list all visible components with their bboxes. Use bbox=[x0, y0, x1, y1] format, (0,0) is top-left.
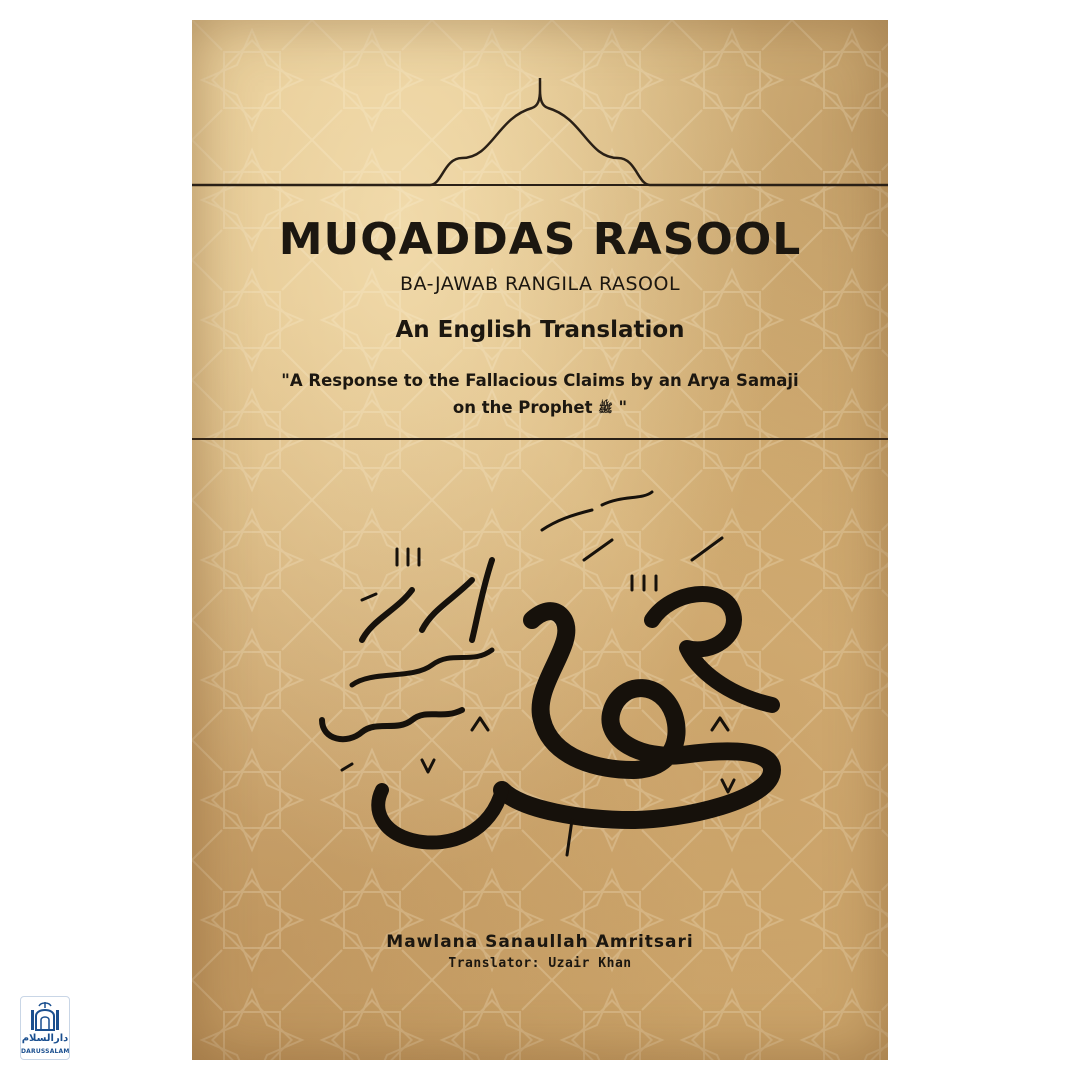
mosque-logo-icon bbox=[27, 1000, 63, 1032]
quote-line-2-suffix: " bbox=[612, 398, 628, 417]
book-subtitle: BA-JAWAB RANGILA RASOOL bbox=[399, 273, 681, 295]
book-title: MUQADDAS RASOOL bbox=[278, 214, 802, 265]
aged-paper-shading bbox=[192, 20, 888, 1060]
translator-name: Translator: Uzair Khan bbox=[448, 956, 632, 971]
title-divider-line bbox=[192, 184, 888, 186]
publisher-name: DARUSSALAM bbox=[21, 1048, 70, 1055]
book-cover bbox=[192, 20, 888, 1060]
honorific-icon: ﷺ bbox=[598, 401, 613, 415]
translation-label: An English Translation bbox=[395, 317, 685, 343]
quote-line-1: "A Response to the Fallacious Claims by an Arya Samaji bbox=[281, 371, 799, 390]
publisher-arabic-name: دارالسلام bbox=[21, 1033, 69, 1044]
author-name: Mawlana Sanaullah Amritsari bbox=[386, 932, 694, 952]
publisher-logo bbox=[20, 996, 70, 1060]
quote-line-2-prefix: on the Prophet bbox=[452, 398, 593, 417]
